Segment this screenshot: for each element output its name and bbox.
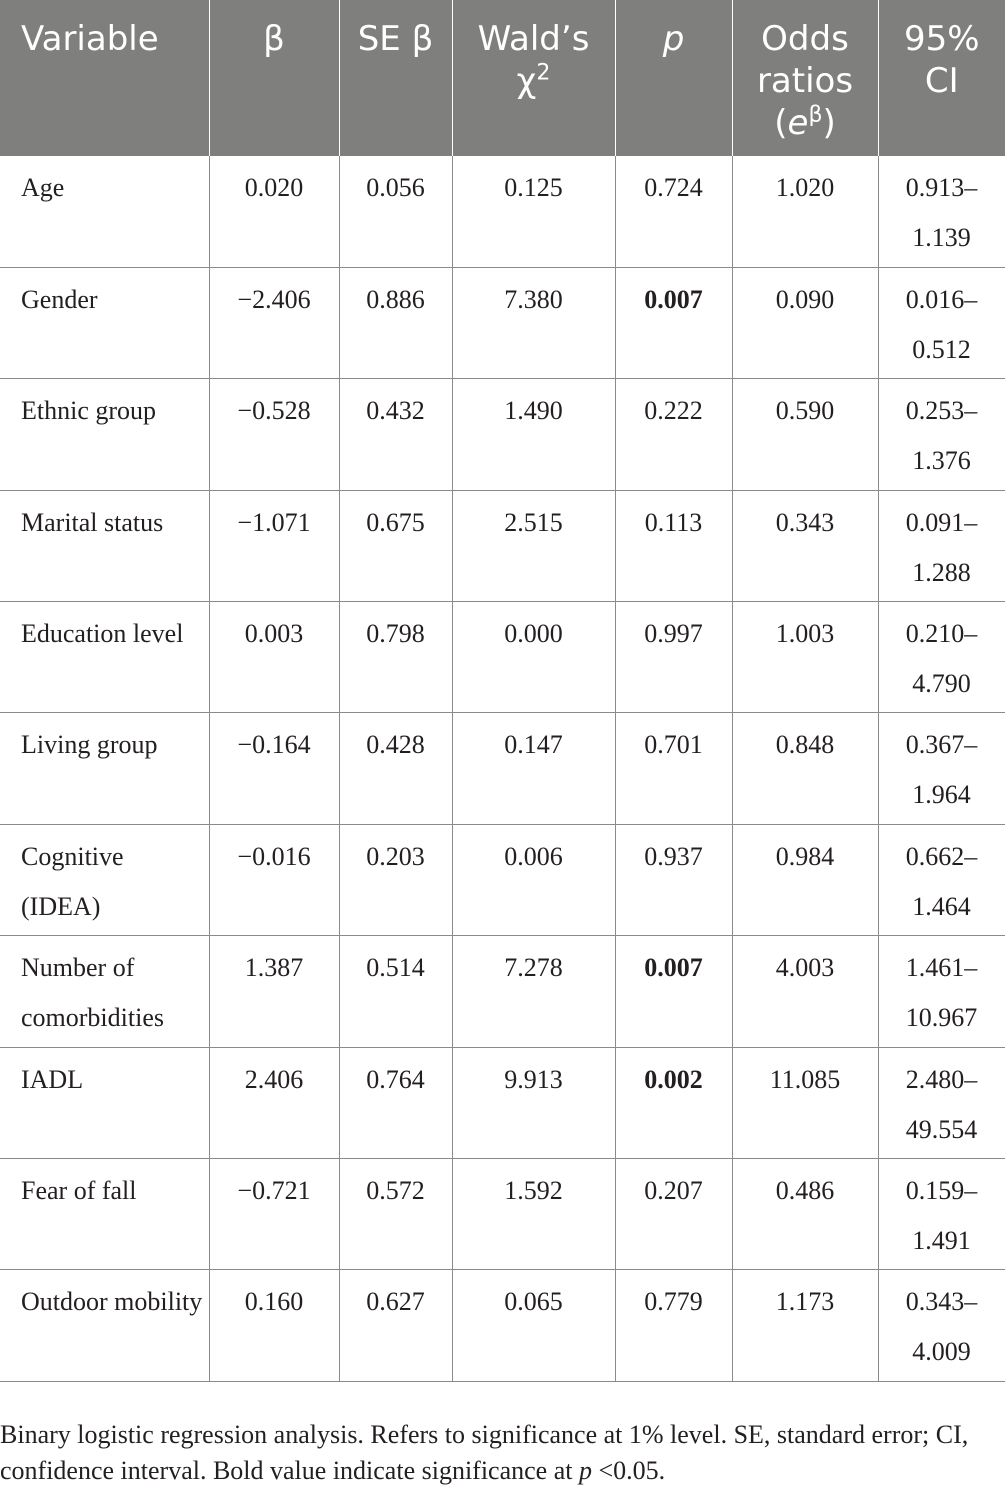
footnote-end: <0.05. bbox=[591, 1456, 666, 1485]
cell-p-value: 0.113 bbox=[615, 490, 732, 601]
cell-wald: 0.125 bbox=[452, 156, 615, 267]
cell-se-beta: 0.056 bbox=[339, 156, 452, 267]
footnote-p: p bbox=[578, 1456, 592, 1485]
cell-ci: 0.913–1.139 bbox=[878, 156, 1005, 267]
cell-variable: Number of comorbidities bbox=[0, 936, 209, 1047]
table-row bbox=[0, 490, 1005, 601]
cell-se-beta: 0.627 bbox=[339, 1270, 452, 1381]
cell-se-beta: 0.764 bbox=[339, 1047, 452, 1158]
header-odds-ratios bbox=[732, 0, 878, 156]
table-row bbox=[0, 936, 1005, 1047]
cell-p-value: 0.779 bbox=[615, 1270, 732, 1381]
header-odds-e: e bbox=[787, 103, 809, 143]
cell-wald: 0.000 bbox=[452, 602, 615, 713]
cell-odds-ratio: 0.848 bbox=[732, 713, 878, 824]
cell-odds-ratio: 11.085 bbox=[732, 1047, 878, 1158]
cell-beta: 0.020 bbox=[209, 156, 339, 267]
cell-beta: −2.406 bbox=[209, 267, 339, 378]
table-row bbox=[0, 713, 1005, 824]
table-header-row bbox=[0, 0, 1005, 156]
cell-odds-ratio: 0.486 bbox=[732, 1159, 878, 1270]
table-row bbox=[0, 1159, 1005, 1270]
cell-odds-ratio: 0.090 bbox=[732, 267, 878, 378]
cell-beta: −1.071 bbox=[209, 490, 339, 601]
cell-beta: 1.387 bbox=[209, 936, 339, 1047]
footnote-text: Binary logistic regression analysis. Refers to significance at 1% level. SE, standard error; CI, confidence interval. Bold value indicate significance at bbox=[0, 1420, 969, 1485]
cell-ci: 2.480–49.554 bbox=[878, 1047, 1005, 1158]
header-p bbox=[615, 0, 732, 156]
cell-beta: −0.528 bbox=[209, 379, 339, 490]
cell-wald: 1.592 bbox=[452, 1159, 615, 1270]
header-odds-close: ) bbox=[822, 103, 836, 143]
cell-wald: 0.006 bbox=[452, 824, 615, 935]
table-row bbox=[0, 602, 1005, 713]
cell-odds-ratio: 0.984 bbox=[732, 824, 878, 935]
cell-p-value: 0.207 bbox=[615, 1159, 732, 1270]
cell-ci: 0.367–1.964 bbox=[878, 713, 1005, 824]
cell-wald: 0.147 bbox=[452, 713, 615, 824]
cell-p-value: 0.007 bbox=[615, 936, 732, 1047]
table-row bbox=[0, 267, 1005, 378]
table-row bbox=[0, 1270, 1005, 1381]
cell-beta: −0.164 bbox=[209, 713, 339, 824]
cell-wald: 7.380 bbox=[452, 267, 615, 378]
cell-variable: Education level bbox=[0, 602, 209, 713]
header-odds-label: Odds ratios bbox=[756, 19, 854, 101]
table-row bbox=[0, 1047, 1005, 1158]
cell-p-value: 0.007 bbox=[615, 267, 732, 378]
cell-wald: 9.913 bbox=[452, 1047, 615, 1158]
cell-ci: 0.253–1.376 bbox=[878, 379, 1005, 490]
cell-odds-ratio: 0.343 bbox=[732, 490, 878, 601]
cell-variable: Living group bbox=[0, 713, 209, 824]
cell-variable: Ethnic group bbox=[0, 379, 209, 490]
cell-variable: Gender bbox=[0, 267, 209, 378]
cell-p-value: 0.222 bbox=[615, 379, 732, 490]
header-p-label: p bbox=[662, 19, 685, 59]
cell-se-beta: 0.432 bbox=[339, 379, 452, 490]
table-row bbox=[0, 379, 1005, 490]
cell-se-beta: 0.798 bbox=[339, 602, 452, 713]
cell-p-value: 0.997 bbox=[615, 602, 732, 713]
table-body bbox=[0, 156, 1005, 1381]
cell-wald: 7.278 bbox=[452, 936, 615, 1047]
cell-variable: Age bbox=[0, 156, 209, 267]
cell-p-value: 0.002 bbox=[615, 1047, 732, 1158]
cell-wald: 2.515 bbox=[452, 490, 615, 601]
cell-ci: 1.461–10.967 bbox=[878, 936, 1005, 1047]
cell-variable: Marital status bbox=[0, 490, 209, 601]
cell-p-value: 0.937 bbox=[615, 824, 732, 935]
cell-ci: 0.159–1.491 bbox=[878, 1159, 1005, 1270]
cell-beta: 2.406 bbox=[209, 1047, 339, 1158]
table-row bbox=[0, 824, 1005, 935]
cell-ci: 0.016–0.512 bbox=[878, 267, 1005, 378]
cell-beta: 0.003 bbox=[209, 602, 339, 713]
header-variable: Variable bbox=[0, 0, 209, 156]
cell-wald: 0.065 bbox=[452, 1270, 615, 1381]
cell-variable: Outdoor mobility bbox=[0, 1270, 209, 1381]
cell-se-beta: 0.572 bbox=[339, 1159, 452, 1270]
header-wald-chi: χ bbox=[516, 61, 537, 101]
header-wald-chi-square bbox=[452, 0, 615, 156]
cell-ci: 0.210–4.790 bbox=[878, 602, 1005, 713]
cell-se-beta: 0.428 bbox=[339, 713, 452, 824]
cell-beta: −0.721 bbox=[209, 1159, 339, 1270]
table-footnote bbox=[0, 1417, 1000, 1489]
cell-ci: 0.343–4.009 bbox=[878, 1270, 1005, 1381]
cell-beta: −0.016 bbox=[209, 824, 339, 935]
header-ci: 95% CI bbox=[878, 0, 1005, 156]
cell-beta: 0.160 bbox=[209, 1270, 339, 1381]
header-beta: β bbox=[209, 0, 339, 156]
cell-ci: 0.091–1.288 bbox=[878, 490, 1005, 601]
cell-se-beta: 0.514 bbox=[339, 936, 452, 1047]
cell-odds-ratio: 1.020 bbox=[732, 156, 878, 267]
cell-wald: 1.490 bbox=[452, 379, 615, 490]
header-wald-sup: 2 bbox=[536, 60, 551, 86]
header-se-beta: SE β bbox=[339, 0, 452, 156]
header-wald-label: Wald’s bbox=[477, 19, 590, 59]
cell-se-beta: 0.203 bbox=[339, 824, 452, 935]
cell-odds-ratio: 4.003 bbox=[732, 936, 878, 1047]
cell-variable: IADL bbox=[0, 1047, 209, 1158]
cell-se-beta: 0.886 bbox=[339, 267, 452, 378]
cell-odds-ratio: 0.590 bbox=[732, 379, 878, 490]
cell-odds-ratio: 1.173 bbox=[732, 1270, 878, 1381]
cell-se-beta: 0.675 bbox=[339, 490, 452, 601]
cell-p-value: 0.724 bbox=[615, 156, 732, 267]
cell-variable: Cognitive (IDEA) bbox=[0, 824, 209, 935]
cell-ci: 0.662–1.464 bbox=[878, 824, 1005, 935]
cell-odds-ratio: 1.003 bbox=[732, 602, 878, 713]
cell-variable: Fear of fall bbox=[0, 1159, 209, 1270]
header-odds-open: ( bbox=[774, 103, 788, 143]
header-odds-sup: β bbox=[808, 102, 823, 128]
table-row bbox=[0, 156, 1005, 267]
cell-p-value: 0.701 bbox=[615, 713, 732, 824]
